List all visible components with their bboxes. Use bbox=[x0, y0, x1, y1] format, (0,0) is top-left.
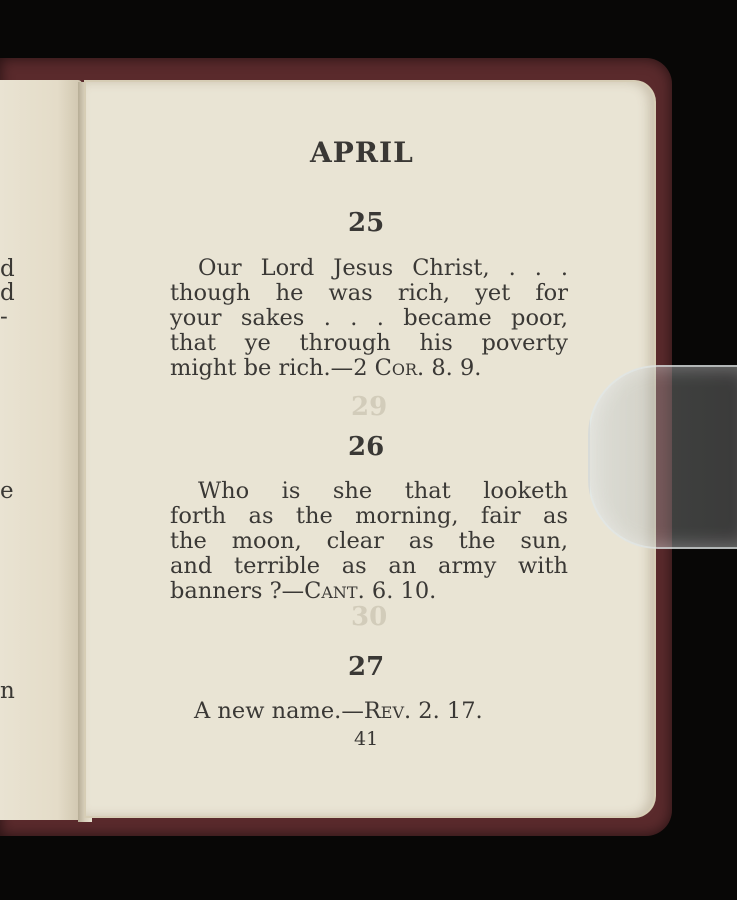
verse-line: Our Lord Jesus Christ, . . . bbox=[198, 255, 568, 281]
verse-last-line bbox=[170, 579, 568, 604]
verse-text bbox=[194, 698, 483, 724]
day-number: 25 bbox=[348, 208, 385, 238]
verse-line: the moon, clear as the sun, bbox=[170, 528, 568, 554]
verse-line: and terrible as an army with bbox=[170, 553, 568, 579]
verse-text bbox=[170, 256, 568, 381]
left-page-fragment: - bbox=[0, 304, 8, 330]
scripture-reference: Rev. 2. 17. bbox=[363, 698, 483, 724]
verse-line: that ye through his poverty bbox=[170, 330, 568, 356]
left-page-fragment: e bbox=[0, 478, 14, 504]
day-number: 27 bbox=[348, 652, 385, 682]
left-page-fragment: n bbox=[0, 678, 15, 704]
scripture-reference: Cant. 6. 10. bbox=[304, 578, 437, 604]
verse-line: your sakes . . . became poor, bbox=[170, 305, 568, 331]
verse-line: banners ?— bbox=[170, 578, 305, 604]
day-number: 26 bbox=[348, 432, 385, 462]
verse-line: forth as the morning, fair as bbox=[170, 503, 568, 529]
scripture-reference: 2 Cor. 8. 9. bbox=[353, 355, 482, 381]
left-page bbox=[0, 80, 82, 820]
magnifier-clip bbox=[588, 365, 737, 549]
verse-text bbox=[170, 479, 568, 604]
verse-line: might be rich.— bbox=[170, 355, 354, 381]
left-page-fragment: d bbox=[0, 256, 15, 282]
verse-line: Who is she that looketh bbox=[198, 478, 568, 504]
verse-line: A new name.— bbox=[194, 698, 364, 724]
month-heading: APRIL bbox=[310, 136, 414, 169]
bleed-through: 30 bbox=[351, 602, 388, 632]
right-page bbox=[86, 82, 654, 816]
page-number: 41 bbox=[354, 728, 379, 750]
left-page-fragment: d bbox=[0, 280, 15, 306]
bleed-through: 29 bbox=[351, 392, 388, 422]
verse-last-line bbox=[170, 356, 568, 381]
verse-line: though he was rich, yet for bbox=[170, 280, 568, 306]
